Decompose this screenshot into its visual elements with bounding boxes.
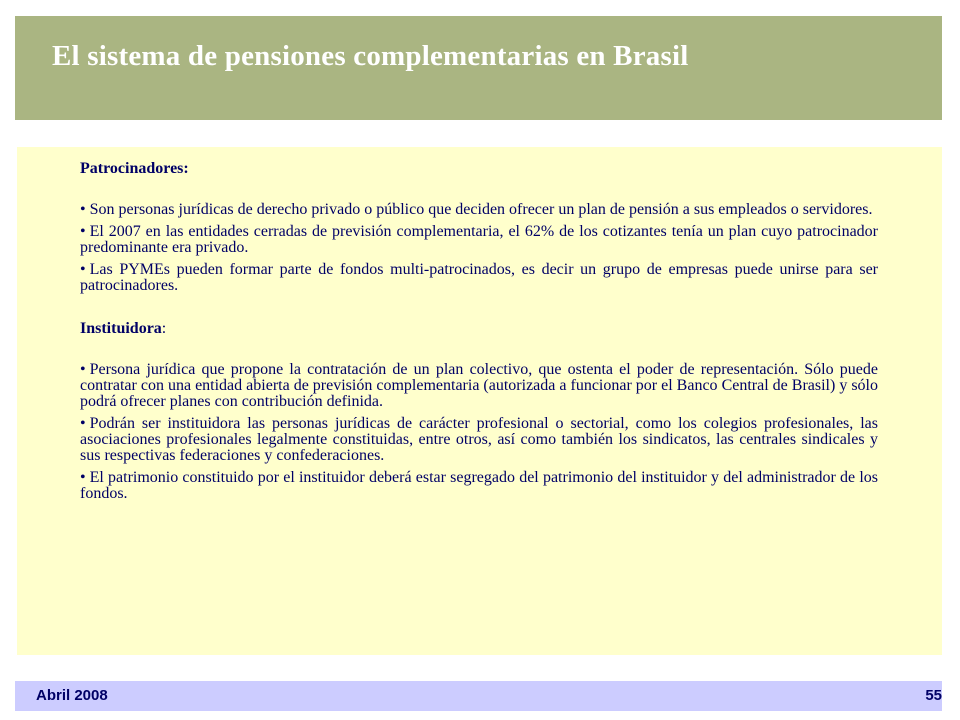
sponsors-bullet-2-text: El 2007 en las entidades cerradas de previsión complementaria, el 62% de los cotizantes tenía un plan cuyo patrocinador predominante era privado. — [80, 223, 878, 256]
content-box — [17, 147, 942, 655]
instituidora-bullet-3 — [80, 470, 878, 502]
slide-title: El sistema de pensiones complementarias en Brasil — [52, 40, 689, 72]
footer-bar — [15, 681, 942, 711]
bullet-icon: • — [80, 201, 86, 218]
sponsors-bullet-2 — [80, 224, 878, 256]
instituidora-bullet-2-text: Podrán ser instituidora las personas jurídicas de carácter profesional o sectorial, como los colegios profesionales, las asociaciones profesionales legalmente constituidas, entre otros, así como también los sindicatos, las centrales sindicales y sus respectivas federaciones y confederaciones. — [80, 415, 878, 464]
title-bar — [15, 16, 942, 120]
sponsors-bullet-1-text: Son personas jurídicas de derecho privado o público que deciden ofrecer un plan de pensión a sus empleados o servidores. — [89, 201, 873, 218]
sponsors-bullet-3-text: Las PYMEs pueden formar parte de fondos multi-patrocinados, es decir un grupo de empresas puede unirse para ser patrocinadores. — [80, 261, 878, 294]
bullet-icon: • — [80, 415, 86, 432]
content-text — [80, 161, 878, 502]
bullet-icon: • — [80, 261, 86, 278]
footer-date: Abril 2008 — [36, 687, 108, 704]
instituidora-heading — [80, 321, 878, 337]
bullet-icon: • — [80, 469, 86, 486]
sponsors-heading: Patrocinadores: — [80, 160, 189, 177]
page-number: 55 — [925, 687, 942, 704]
bullet-icon: • — [80, 361, 86, 378]
instituidora-heading-colon: : — [161, 320, 167, 337]
instituidora-bullet-2 — [80, 416, 878, 464]
instituidora-bullet-3-text: El patrimonio constituido por el instituidor deberá estar segregado del patrimonio del instituidor y del administrador de los fondos. — [80, 469, 878, 502]
bullet-icon: • — [80, 223, 86, 240]
sponsors-bullet-3 — [80, 262, 878, 294]
sponsors-bullet-1 — [80, 202, 878, 218]
instituidora-bullet-1-text: Persona jurídica que propone la contratación de un plan colectivo, que ostenta el poder de representación. Sólo puede contratar con una entidad abierta de previsión complementaria (autorizada a funcionar por el Banco Central de Brasil) y sólo podrá ofrecer planes con contribución definida. — [80, 361, 878, 410]
instituidora-bullet-1 — [80, 362, 878, 410]
instituidora-heading-text: Instituidora — [80, 320, 162, 337]
